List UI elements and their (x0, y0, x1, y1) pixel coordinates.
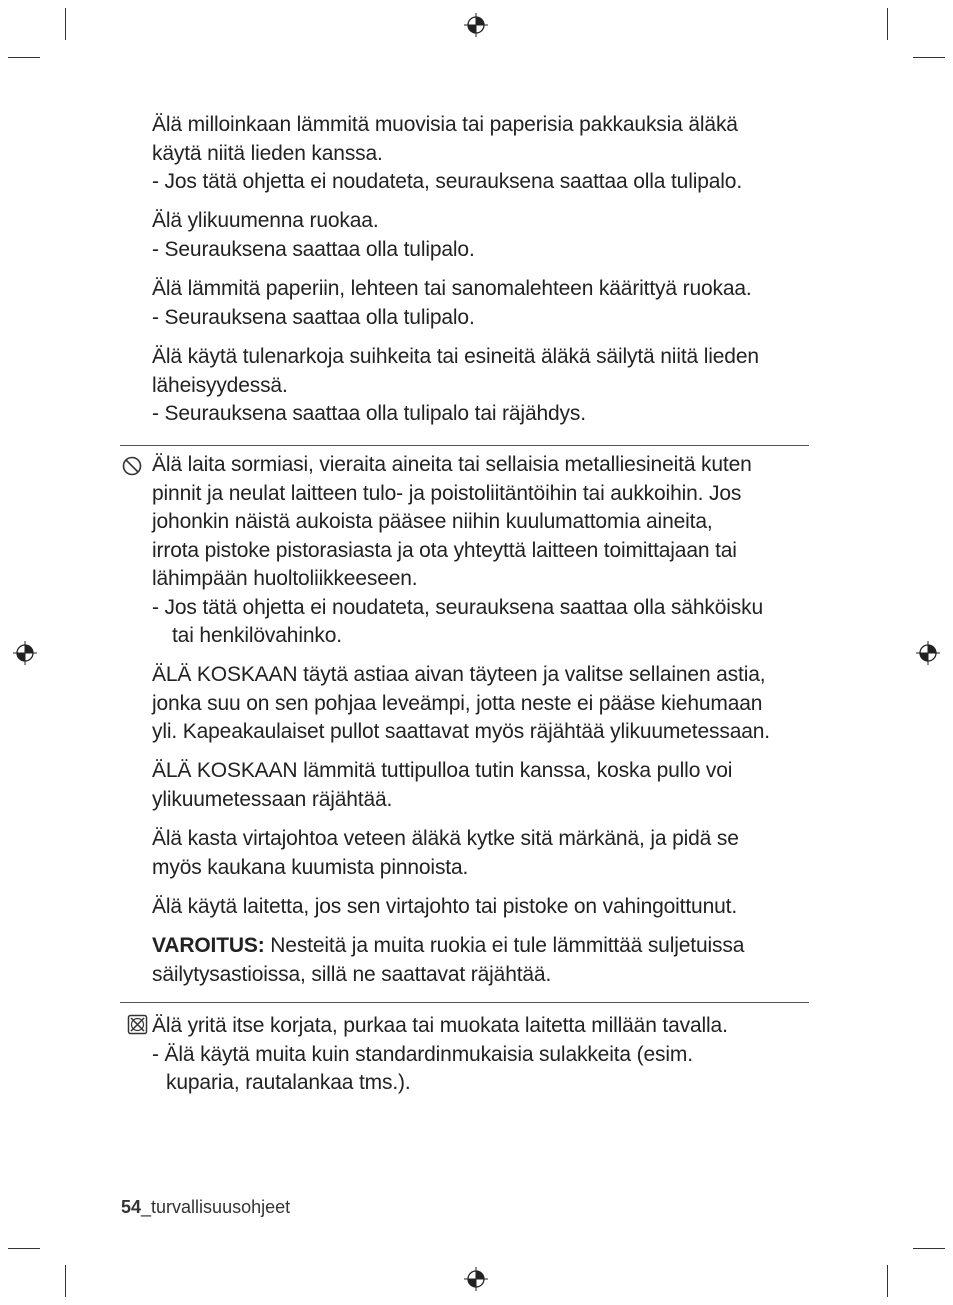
safety-item (152, 275, 852, 332)
body-text: lähimpään huoltoliikkeeseen. (152, 567, 418, 590)
warning-label: VAROITUS: (152, 934, 265, 957)
page-footer (121, 1196, 290, 1218)
body-text: ylikuumetessaan räjähtää. (152, 787, 393, 811)
body-text: jonka suu on sen pohjaa leveämpi, jotta neste ei pääse kiehumaan (152, 691, 763, 715)
crop-mark-bottom-left-vertical (65, 1265, 66, 1297)
consequence-text: - Älä käytä muita kuin standardinmukaisia sulakkeita (esim. (152, 1042, 693, 1066)
crop-mark-top-left-horizontal (8, 57, 40, 58)
consequence-text: - Jos tätä ohjetta ei noudateta, seurauksena saattaa olla sähköisku (152, 595, 764, 619)
consequence-text: tai henkilövahinko. (172, 624, 342, 647)
safety-item (152, 207, 852, 264)
warning-line (152, 932, 852, 961)
body-text: ÄLÄ KOSKAAN täytä astiaa aivan täyteen ja valitse sellainen astia, (152, 663, 766, 686)
crop-mark-top-right-horizontal (913, 57, 945, 58)
warning-text: Nesteitä ja muita ruokia ei tule lämmittää suljetuissa (264, 934, 745, 957)
body-text: myös kaukana kuumista pinnoista. (152, 855, 469, 879)
safety-item (152, 893, 852, 922)
body-text: Älä ylikuumenna ruokaa. (152, 209, 379, 232)
body-text: pinnit ja neulat laitteen tulo- ja poistoliitäntöihin tai aukkoihin. Jos (152, 481, 742, 505)
body-text: Älä käytä tulenarkoja suihkeita tai esineitä äläkä säilytä niitä lieden (152, 345, 759, 368)
safety-item (152, 825, 852, 882)
body-text: säilytysastioissa, sillä ne saattavat räjähtää. (152, 962, 552, 986)
registration-mark-icon (916, 641, 940, 665)
page-number: 54 (121, 1197, 142, 1217)
section-divider (120, 1002, 809, 1003)
warning-item (152, 932, 852, 989)
prohibition-icon (121, 455, 143, 477)
consequence-text: - Jos tätä ohjetta ei noudateta, seurauksena saattaa olla tulipalo. (152, 170, 743, 193)
consequence-text: - Seurauksena saattaa olla tulipalo. (152, 237, 475, 261)
crop-mark-bottom-left-horizontal (8, 1248, 40, 1249)
safety-item (152, 757, 852, 814)
registration-mark-icon (464, 1267, 488, 1291)
section-name: _turvallisuusohjeet (141, 1197, 291, 1217)
body-text: yli. Kapeakaulaiset pullot saattavat myös räjähtää ylikuumetessaan. (152, 720, 770, 743)
crop-mark-bottom-right-horizontal (913, 1248, 945, 1249)
body-text: läheisyydessä. (152, 373, 288, 397)
body-text: Älä lämmitä paperiin, lehteen tai sanomalehteen käärittyä ruokaa. (152, 277, 752, 300)
safety-item (152, 1012, 852, 1098)
consequence-text: kuparia, rautalankaa tms.). (166, 1071, 411, 1094)
do-not-disassemble-icon (127, 1014, 148, 1035)
crop-mark-bottom-right-vertical (887, 1265, 888, 1297)
registration-mark-icon (464, 13, 488, 37)
safety-item (152, 111, 852, 197)
safety-item (152, 451, 852, 651)
body-text: käytä niitä lieden kanssa. (152, 141, 383, 165)
section-divider (120, 445, 809, 446)
safety-item (152, 661, 852, 747)
body-text: Älä kasta virtajohtoa veteen äläkä kytke sitä märkänä, ja pidä se (152, 827, 739, 850)
body-text: Älä milloinkaan lämmitä muovisia tai paperisia pakkauksia äläkä (152, 113, 738, 136)
registration-mark-icon (13, 641, 37, 665)
consequence-text: - Seurauksena saattaa olla tulipalo. (152, 305, 475, 329)
body-text: Älä yritä itse korjata, purkaa tai muokata laitetta millään tavalla. (152, 1014, 728, 1037)
body-text: Älä käytä laitetta, jos sen virtajohto tai pistoke on vahingoittunut. (152, 895, 738, 918)
crop-mark-top-right-vertical (887, 8, 888, 40)
body-text: Älä laita sormiasi, vieraita aineita tai sellaisia metalliesineitä kuten (152, 453, 752, 476)
body-text: johonkin näistä aukoista pääsee niihin kuulumattomia aineita, (152, 510, 713, 533)
body-text: ÄLÄ KOSKAAN lämmitä tuttipulloa tutin kanssa, koska pullo voi (152, 759, 733, 782)
crop-mark-top-left-vertical (65, 8, 66, 40)
body-text: irrota pistoke pistorasiasta ja ota yhteyttä laitteen toimittajaan tai (152, 538, 737, 562)
consequence-text: - Seurauksena saattaa olla tulipalo tai räjähdys. (152, 402, 586, 425)
safety-item (152, 343, 852, 429)
